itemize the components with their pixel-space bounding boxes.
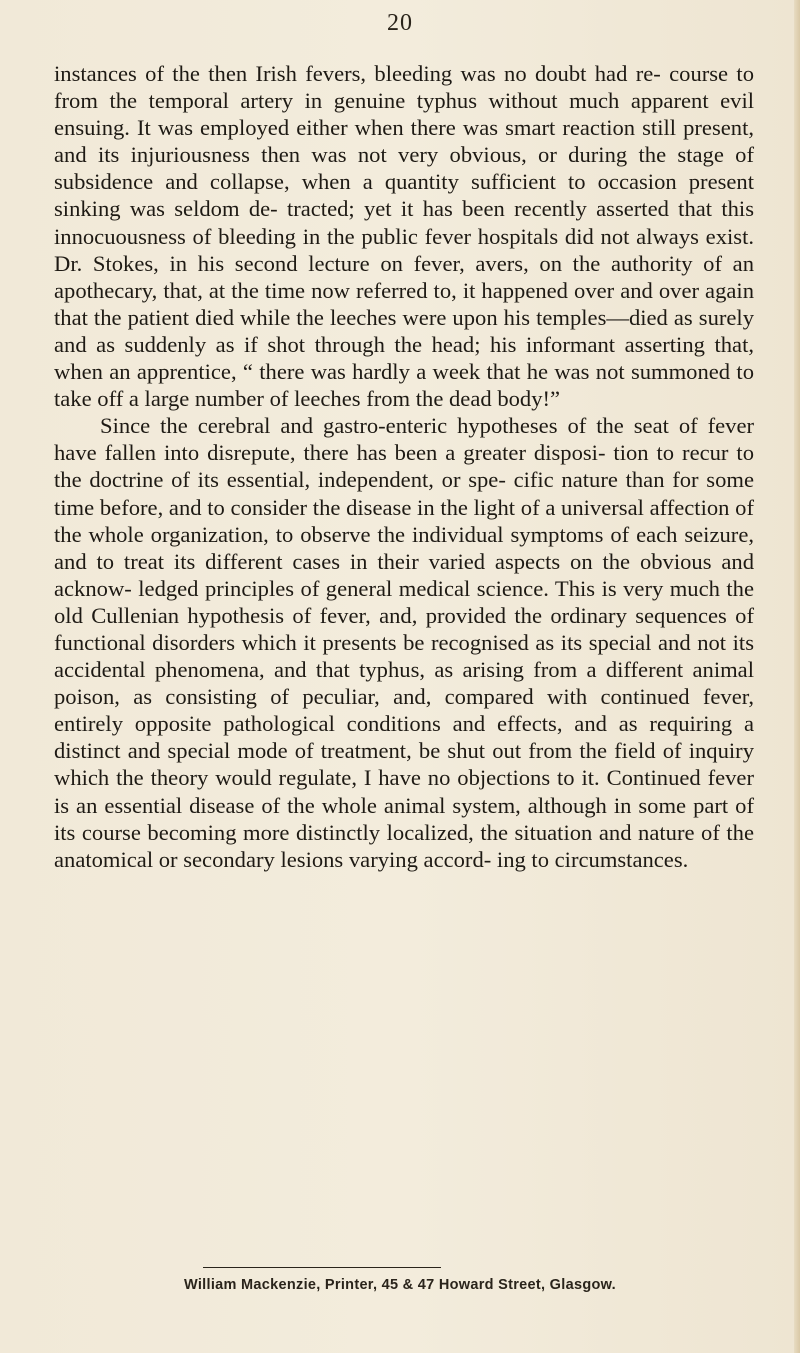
paragraph-1: instances of the then Irish fevers, bleeding was no doubt had re- course to from the temporal artery in genuine typhus without much apparent evil ensuing. It was employed either when there was smart reaction still present, and its injuriousness then was not very obvious, or during the stage of subsidence and collapse, when a quantity sufficient to occasion present sinking was seldom de- tracted; yet it has been recently asserted that this innocuousness of bleeding in the public fever hospitals did not always exist. Dr. Stokes, in his second lecture on fever, avers, on the authority of an apothecary, that, at the time now referred to, it happened over and over again that the patient died while the leeches were upon his temples—died as surely and as suddenly as if shot through the head; his informant asserting that, when an apprentice, “ there was hardly a week that he was not summoned to take off a large number of leeches from the dead body!” bbox=[54, 61, 754, 412]
body-text bbox=[54, 60, 754, 873]
printer-imprint: William Mackenzie, Printer, 45 & 47 Howard Street, Glasgow. bbox=[183, 1277, 617, 1293]
page-number: 20 bbox=[387, 10, 413, 36]
imprint-divider bbox=[203, 1267, 441, 1268]
paragraph-2: Since the cerebral and gastro-enteric hypotheses of the seat of fever have fallen into disrepute, there has been a greater disposi- tion to recur to the doctrine of its essential, independent, or spe- cific nature than for some time before, and to consider the disease in the light of a universal affection of the whole organization, to observe the individual symptoms of each seizure, and to treat its different cases in their varied aspects on the obvious and acknow- ledged principles of general medical science. This is very much the old Cullenian hypothesis of fever, and, provided the ordinary sequences of functional disorders which it presents be recognised as its special and not its accidental phenomena, and that typhus, as arising from a different animal poison, as consisting of peculiar, and, compared with continued fever, entirely opposite pathological conditions and effects, and as requiring a distinct and special mode of treatment, be shut out from the field of inquiry which the theory would regulate, I have no objections to it. Continued fever is an essential disease of the whole animal system, although in some part of its course becoming more distinctly localized, the situation and nature of the anatomical or secondary lesions varying accord- ing to circumstances. bbox=[54, 413, 754, 872]
page-edge bbox=[794, 0, 800, 1353]
